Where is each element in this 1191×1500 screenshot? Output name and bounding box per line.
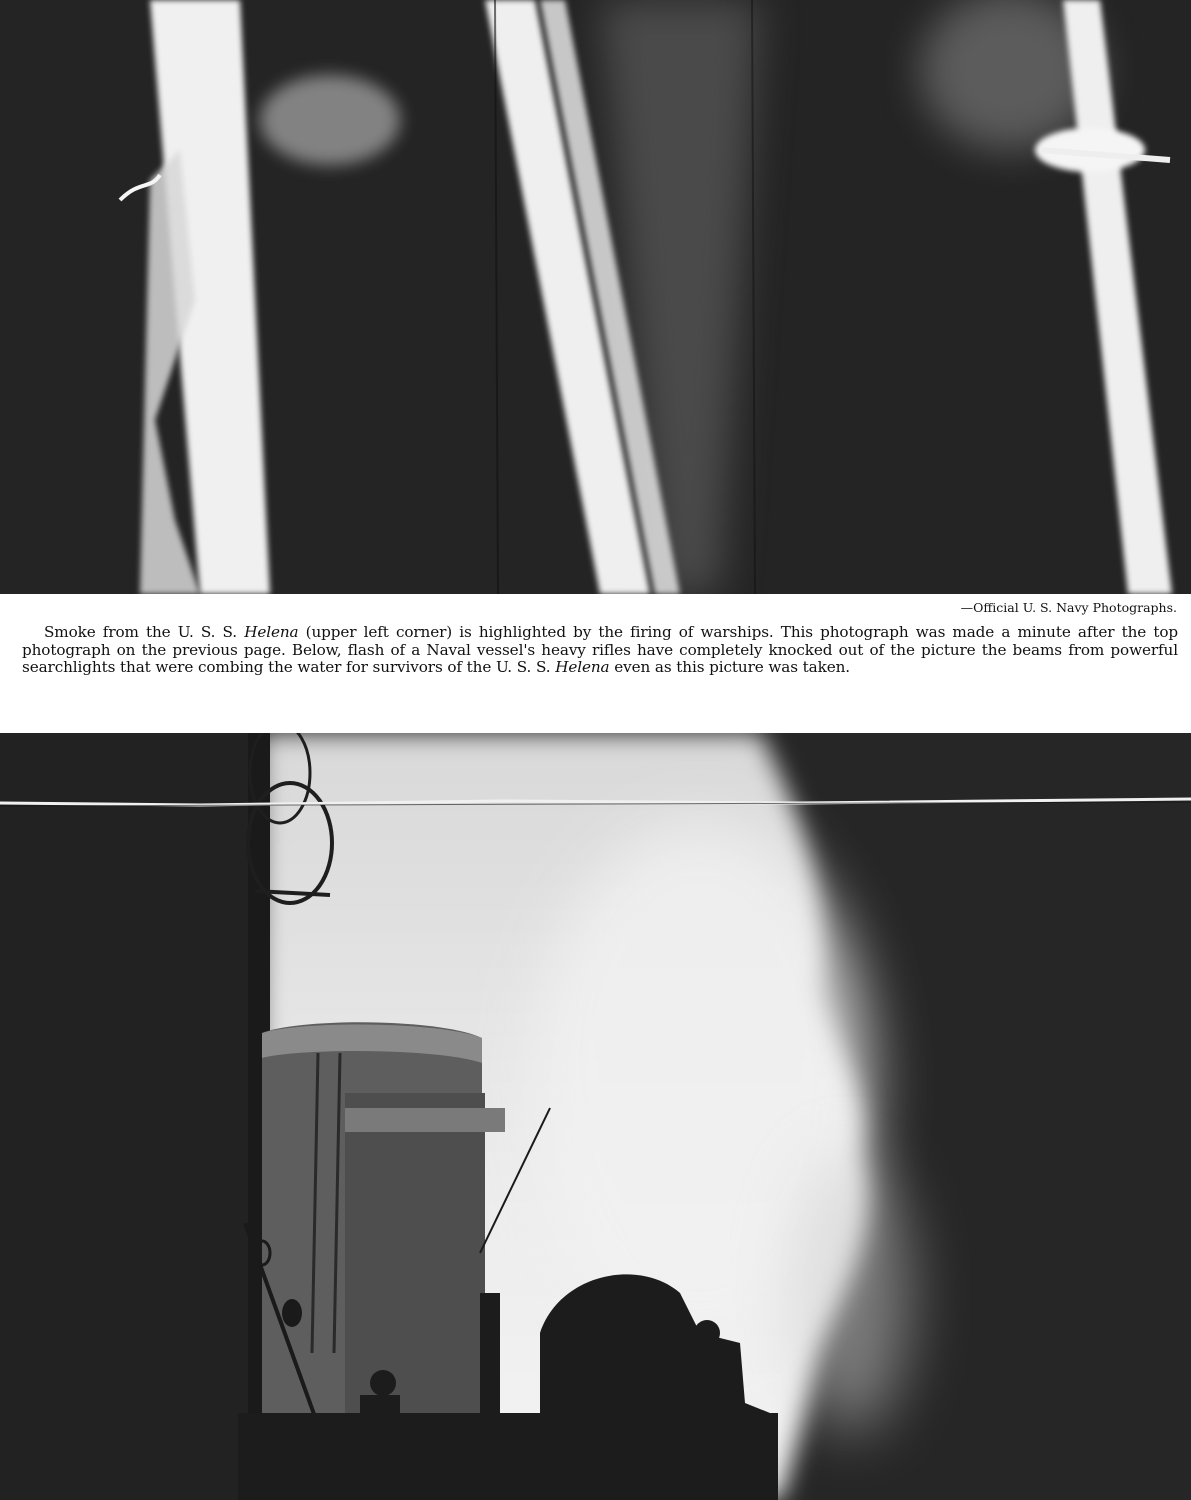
caption-text: [22, 624, 1178, 677]
caption-strip: [0, 594, 1191, 733]
caption-segment: even as this picture was taken.: [609, 658, 851, 676]
bottom-photograph-gun-flash: [0, 733, 1191, 1500]
ship-name: Helena: [555, 658, 610, 676]
top-photograph-searchlight-beams: [0, 0, 1191, 594]
caption-segment: Smoke from the U. S. S.: [44, 623, 245, 641]
caption-segment: (upper left corner) is highlighted by the firing of warships. This photograph was made a minute after the top photograph on the previous page. Below, flash of a Naval vessel's heavy rifles have completely knocked out of the picture the beams from powerful searchlights that were combing the water for survivors of the U. S. S.: [22, 623, 1178, 676]
dark-mast-column: [0, 733, 262, 1500]
photo-credit: —Official U. S. Navy Photographs.: [960, 600, 1177, 615]
ship-name: Helena: [244, 623, 299, 641]
